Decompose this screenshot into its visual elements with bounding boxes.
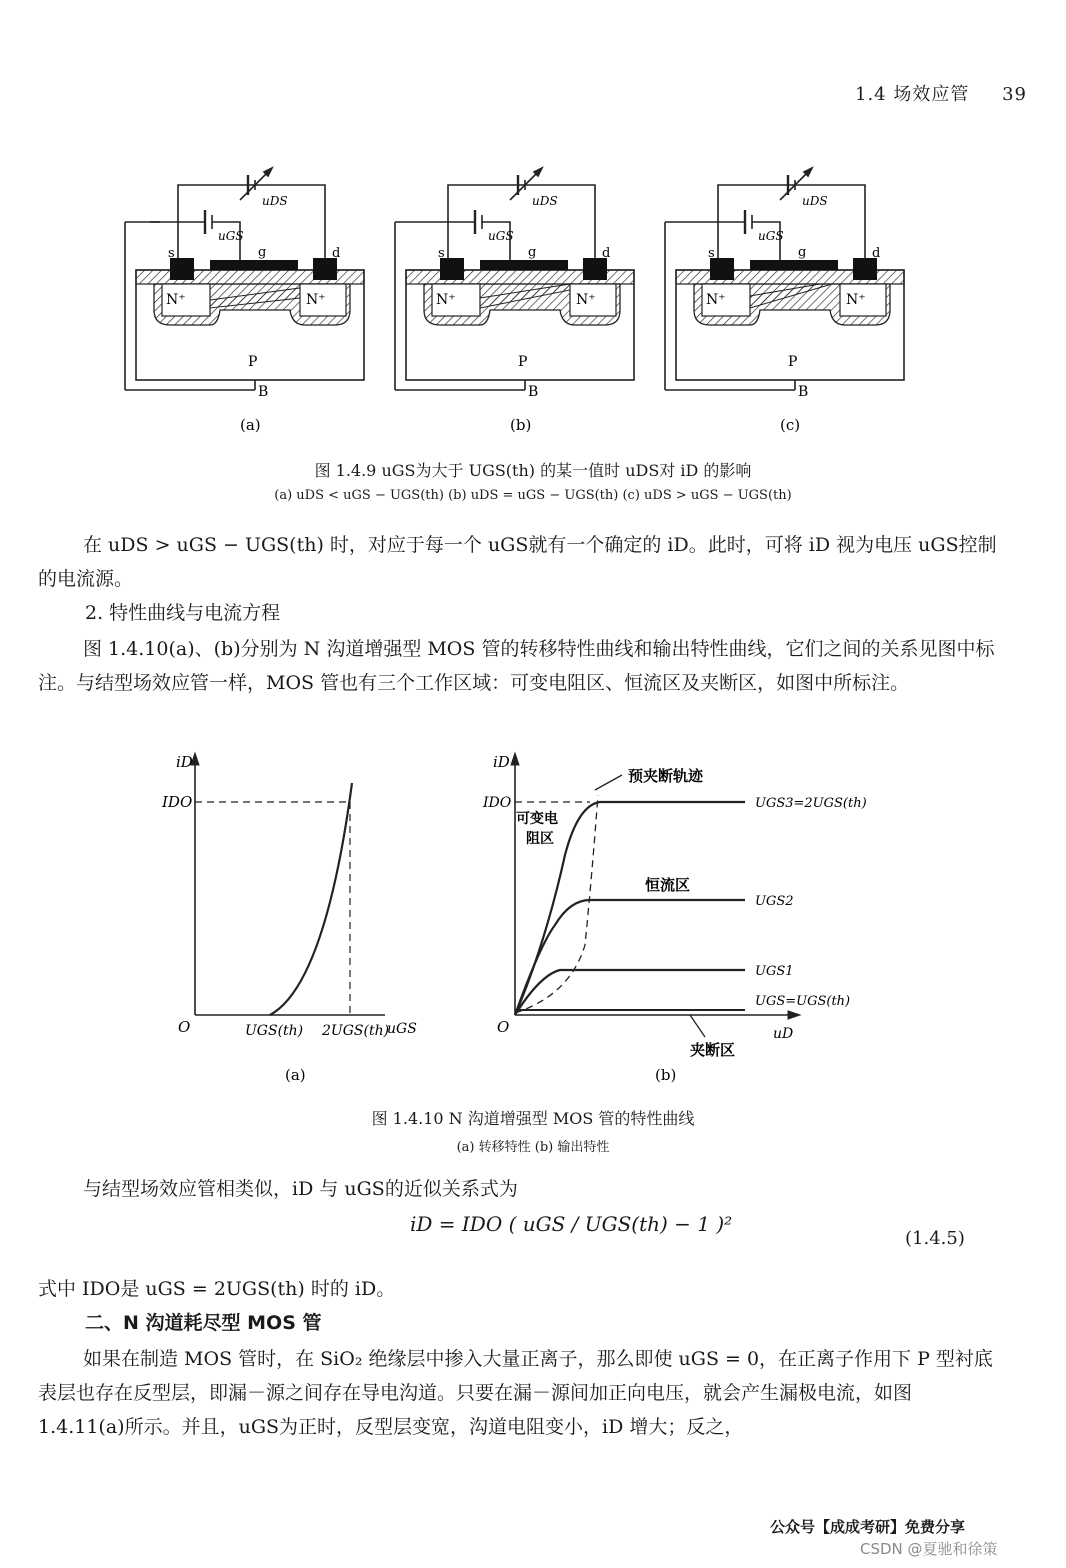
- b-cutoff: 夹断区: [690, 1041, 736, 1059]
- b-y-axis: iD: [493, 753, 510, 771]
- b-origin: O: [497, 1018, 510, 1036]
- transfer-characteristic: [161, 753, 417, 1084]
- page-header: [855, 80, 1027, 106]
- paragraph-3: 与结型场效应管相类似，iD 与 uGS的近似关系式为: [83, 1178, 518, 1200]
- output-characteristic: [482, 753, 867, 1084]
- page-number: 39: [1002, 84, 1027, 105]
- terminal-s-b: s: [438, 246, 445, 261]
- a-ido: IDO: [162, 793, 193, 811]
- terminal-s-c: s: [708, 246, 715, 261]
- paragraph-1: 在 uDS > uGS − UGS(th) 时，对应于每一个 uGS就有一个确定的 iD。此时，可将 iD 视为电压 uGS控制的电流源。: [38, 534, 997, 590]
- ugs-a: uGS: [218, 229, 244, 243]
- a-x-axis: uGS: [387, 1021, 417, 1037]
- section-title: 1.4 场效应管: [855, 84, 970, 105]
- b-pinch-locus: 预夹断轨迹: [628, 767, 704, 785]
- figure-1-4-9: [110, 160, 930, 445]
- uds-b: uDS: [532, 194, 558, 208]
- substrate-b: P: [518, 354, 528, 370]
- b-curve2: UGS2: [755, 894, 794, 909]
- ugs-c: uGS: [758, 229, 784, 243]
- n-left-a: N⁺: [166, 292, 186, 308]
- mos-diagram-c: [665, 168, 904, 434]
- heading-3: 二、N 沟道耗尽型 MOS 管: [85, 1312, 322, 1334]
- b-curve1: UGS1: [755, 964, 794, 979]
- b-ido: IDO: [483, 795, 512, 811]
- figure-1-4-9-caption: 图 1.4.9 uGS为大于 UGS(th) 的某一值时 uDS对 iD 的影响: [314, 461, 752, 480]
- terminal-d-b: d: [602, 246, 611, 261]
- b-variable-r-2: 阻区: [526, 831, 554, 847]
- paragraph-5: 如果在制造 MOS 管时，在 SiO₂ 绝缘层中掺入大量正离子，那么即使 uGS = 0，在正离子作用下 P 型衬底表层也存在反型层，即漏－源之间存在导电沟道。只要在漏－源间加正向电压，就会产生漏极电流，如图 1.4.11(a)所示。并且，uGS为正时，反型层变宽，沟道电阻变小，iD 增大；反之，: [38, 1348, 993, 1438]
- body-c: B: [798, 384, 809, 400]
- n-right-c: N⁺: [846, 292, 866, 308]
- n-left-b: N⁺: [436, 292, 456, 308]
- heading-2: 2. 特性曲线与电流方程: [85, 602, 281, 624]
- figure-1-4-10: [150, 745, 890, 1090]
- ugs-b: uGS: [488, 229, 514, 243]
- body-b: B: [528, 384, 539, 400]
- label-b: (b): [510, 416, 532, 434]
- body-a: B: [258, 384, 269, 400]
- b-const-current: 恒流区: [645, 876, 691, 894]
- a-x-tick1: UGS(th): [245, 1023, 304, 1039]
- b-label: (b): [655, 1066, 677, 1084]
- terminal-g-b: g: [528, 245, 537, 260]
- substrate-a: P: [248, 354, 258, 370]
- terminal-s-a: s: [168, 246, 175, 261]
- equation-1-4-5: [410, 1212, 732, 1236]
- b-x-axis: uD: [773, 1026, 794, 1042]
- paragraph-2: 图 1.4.10(a)、(b)分别为 N 沟道增强型 MOS 管的转移特性曲线和输出特性曲线，它们之间的关系见图中标注。与结型场效应管一样，MOS 管也有三个工作区域：可变电阻区、恒流区及夹断区，如图中所标注。: [38, 638, 995, 694]
- terminal-d-c: d: [872, 246, 881, 261]
- b-curve3: UGS3=2UGS(th): [755, 796, 867, 811]
- mos-diagram-b: [395, 168, 634, 434]
- a-label: (a): [285, 1066, 306, 1084]
- uds-c: uDS: [802, 194, 828, 208]
- label-a: (a): [240, 416, 261, 434]
- n-left-c: N⁺: [706, 292, 726, 308]
- a-origin: O: [178, 1018, 191, 1036]
- a-x-tick2: 2UGS(th): [322, 1023, 390, 1039]
- label-c: (c): [780, 416, 801, 434]
- terminal-g-a: g: [258, 245, 267, 260]
- substrate-c: P: [788, 354, 798, 370]
- paragraph-4: 式中 IDO是 uGS = 2UGS(th) 时的 iD。: [38, 1278, 396, 1300]
- terminal-g-c: g: [798, 245, 807, 260]
- uds-a: uDS: [262, 194, 288, 208]
- b-curve0: UGS=UGS(th): [755, 994, 851, 1009]
- figure-1-4-10-subcaption: (a) 转移特性 (b) 输出特性: [456, 1140, 610, 1155]
- b-variable-r-1: 可变电: [516, 811, 558, 827]
- a-y-axis: iD: [176, 753, 193, 771]
- equation-number: (1.4.5): [905, 1228, 965, 1249]
- mos-diagram-a: [125, 168, 364, 434]
- n-right-a: N⁺: [306, 292, 326, 308]
- n-right-b: N⁺: [576, 292, 596, 308]
- figure-1-4-10-caption: 图 1.4.10 N 沟道增强型 MOS 管的特性曲线: [371, 1109, 695, 1128]
- footer-note: 公众号【成成考研】免费分享: [770, 1518, 966, 1536]
- terminal-d-a: d: [332, 246, 341, 261]
- csdn-watermark: CSDN @夏驰和徐策: [860, 1540, 998, 1558]
- figure-1-4-9-subcaption: (a) uDS < uGS − UGS(th) (b) uDS = uGS − UGS(th) (c) uDS > uGS − UGS(th): [274, 488, 792, 503]
- equation-text: iD = IDO ( uGS / UGS(th) − 1 )²: [410, 1212, 733, 1236]
